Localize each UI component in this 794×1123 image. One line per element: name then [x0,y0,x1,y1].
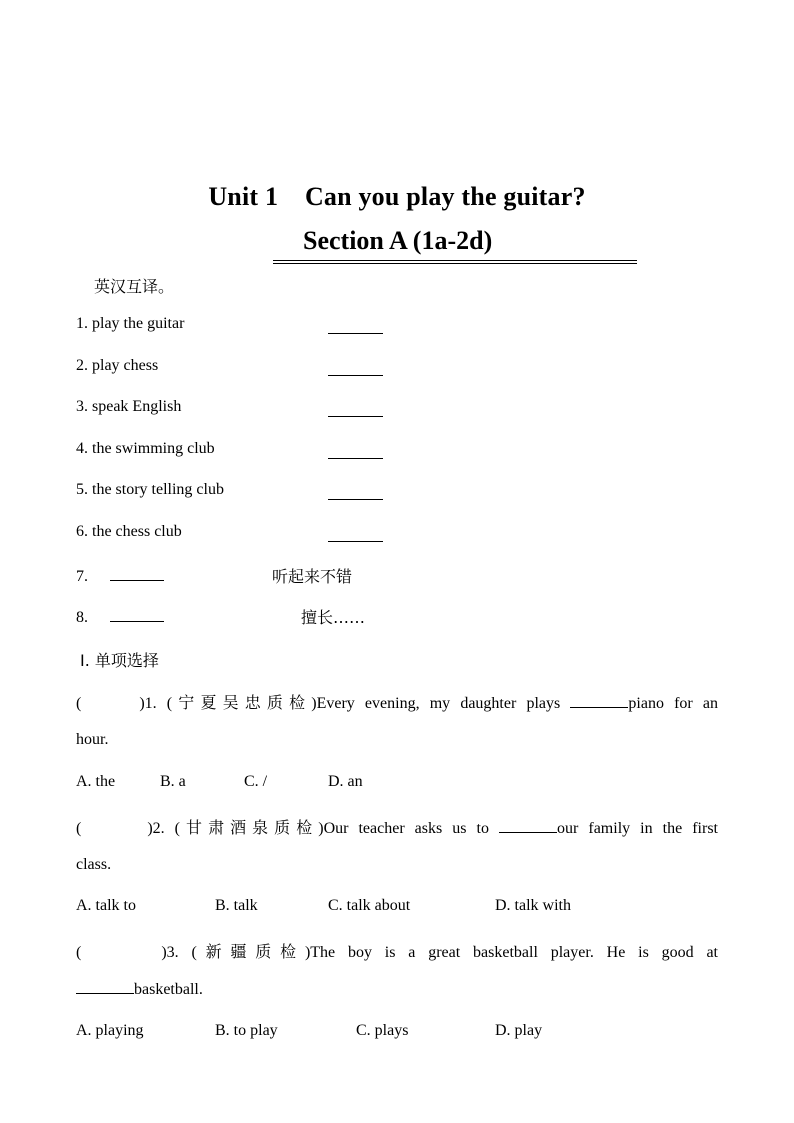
option-a[interactable]: A. playing [76,1022,144,1039]
question-source: 宁夏吴忠质检 [172,693,312,712]
option-b[interactable]: B. to play [215,1022,278,1039]
question-source: 甘肃酒泉质检 [180,818,319,837]
item-number: 7. [76,568,88,585]
option-a[interactable]: A. talk to [76,897,136,914]
translation-item: 3. speak English [76,398,182,415]
fill-blank[interactable] [499,820,557,833]
answer-blank[interactable] [328,415,383,417]
question-2: ( )2. (甘肃酒泉质检)Our teacher asks us to our family in the first [76,818,718,837]
option-c[interactable]: C. / [244,773,268,790]
fill-blank[interactable] [570,695,628,708]
option-b[interactable]: B. a [160,773,186,790]
section-title-underline [273,224,637,264]
option-b[interactable]: B. talk [215,897,258,914]
translation-item-7 [76,566,164,586]
translation-item: 5. the story telling club [76,481,224,498]
chinese-phrase: 擅长…… [301,608,366,627]
answer-blank[interactable] [110,566,164,581]
option-d[interactable]: D. talk with [495,897,571,914]
multiple-choice-heading: Ⅰ. 单项选择 [80,651,159,670]
chinese-phrase: 听起来不错 [272,567,353,586]
page-title: Unit 1 Can you play the guitar? [208,182,586,211]
translation-item-8 [76,607,164,627]
question-source: 新疆质检 [196,942,305,961]
option-c[interactable]: C. talk about [328,897,411,914]
question-2-continued: class. [76,856,112,873]
translation-item: 4. the swimming club [76,440,215,457]
answer-blank[interactable] [328,540,383,542]
option-c[interactable]: C. plays [356,1022,409,1039]
fill-blank[interactable] [76,981,134,994]
question-1-continued: hour. [76,731,109,748]
option-a[interactable]: A. the [76,773,116,790]
answer-blank[interactable] [328,457,383,459]
translation-item: 2. play chess [76,357,159,374]
answer-blank[interactable] [328,374,383,376]
translation-item: 6. the chess club [76,523,182,540]
option-d[interactable]: D. play [495,1022,543,1039]
answer-blank[interactable] [110,607,164,622]
question-1: ( )1. (宁夏吴忠质检)Every evening, my daughter plays piano for an [76,693,719,712]
question-3: ( )3. (新疆质检)The boy is a great basketball player. He is good at [76,942,718,961]
answer-blank[interactable] [328,332,383,334]
answer-blank[interactable] [328,498,383,500]
translation-heading: 英汉互译。 [94,277,175,296]
option-d[interactable]: D. an [328,773,363,790]
item-number: 8. [76,609,88,626]
section-title: Section A (1a-2d) [303,226,493,255]
translation-item: 1. play the guitar [76,315,185,332]
question-3-continued: basketball. [76,981,203,999]
